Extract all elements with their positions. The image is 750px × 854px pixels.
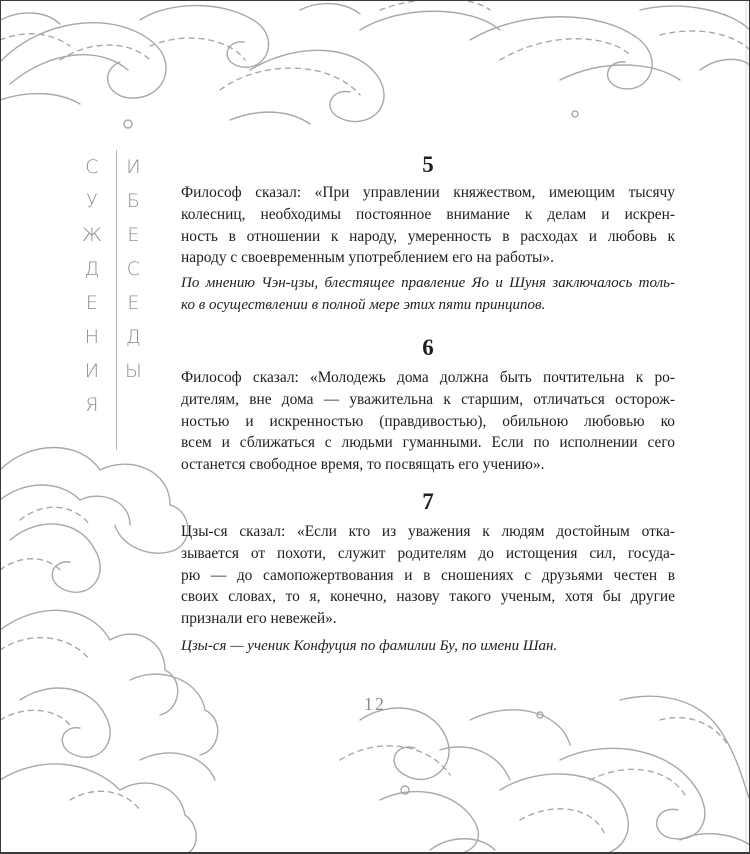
sidebar-letter: Я [85, 394, 99, 416]
paragraph-line: ность в отношении к народу, умеренность в расходах и любовь к [181, 227, 675, 245]
sidebar-letter: Е [85, 292, 98, 314]
paragraph-line: своих словах, то я, конечно, назову такого ученым, хотя бы другие [181, 588, 675, 606]
section-note [181, 636, 675, 658]
sidebar-letter: Е [127, 292, 140, 314]
note-line: Цзы-ся — ученик Конфуция по фамилии Бу, по имени Шан. [181, 637, 558, 654]
sidebar-divider [116, 150, 117, 450]
section-6 [181, 335, 675, 476]
paragraph-line: ностью и искренностью (правдивостью), обильною любовью ко [181, 412, 675, 430]
section-5 [181, 152, 675, 317]
sidebar-letter: У [86, 190, 98, 212]
section-7 [181, 489, 675, 658]
section-number: 5 [422, 152, 434, 177]
paragraph-line: Философ сказал: «Молодежь дома должна быть почтительна к ро- [181, 369, 675, 386]
section-paragraph [181, 182, 675, 269]
sidebar-letter: Д [84, 258, 100, 280]
paragraph-line: Философ сказал: «При управлении княжеством, имеющим тысячу [181, 184, 675, 201]
sidebar-letter: Е [127, 224, 140, 246]
section-number: 7 [422, 489, 434, 514]
section-note [181, 273, 675, 317]
paragraph-line: Цзы-ся сказал: «Если кто из уважения к людям достойным отка- [181, 523, 675, 540]
paragraph-line: колесниц, необходимы постоянное внимание к делам и искрен- [181, 205, 675, 223]
section-paragraph [181, 367, 675, 476]
section-number: 6 [422, 335, 434, 360]
paragraph-line: рю — до самопожертвования и в сношениях с друзьями честен в [181, 566, 675, 584]
sidebar-title-right [125, 150, 142, 388]
sidebar-letter: И [126, 156, 141, 178]
section-paragraph [181, 521, 675, 630]
paragraph-line: народу с своевременным употреблением его на работы». [181, 249, 554, 267]
sidebar-letter: Ы [125, 360, 142, 382]
sidebar-letter: Д [126, 326, 141, 348]
sidebar-letter: И [84, 360, 100, 382]
sidebar-letter: С [85, 156, 99, 178]
sidebar-letter: Б [126, 190, 140, 212]
paragraph-line: дителям, вне дома — уважительна к старшим, отличаться осторож- [181, 390, 675, 408]
note-line: ко в осуществлении в полной мере этих пяти принципов. [181, 296, 546, 313]
paragraph-line: зывается от похоти, служит родителям до истощения сил, госуда- [181, 544, 675, 562]
sidebar-title-left [82, 150, 102, 422]
sidebar-letter: С [126, 258, 141, 280]
paragraph-line: останется свободное время, то посвящать его учению». [181, 456, 545, 474]
sidebar-letter: Ж [82, 224, 102, 246]
note-line: По мнению Чэн-цзы, блестящее правление Яо и Шуня заключалось толь- [181, 275, 675, 292]
page-number: 12 [364, 694, 386, 714]
sidebar-letter: Н [84, 326, 100, 348]
paragraph-line: признали его невежей». [181, 610, 337, 628]
paragraph-line: всем и сближаться с людьми гуманными. Если по исполнении сего [181, 434, 675, 452]
